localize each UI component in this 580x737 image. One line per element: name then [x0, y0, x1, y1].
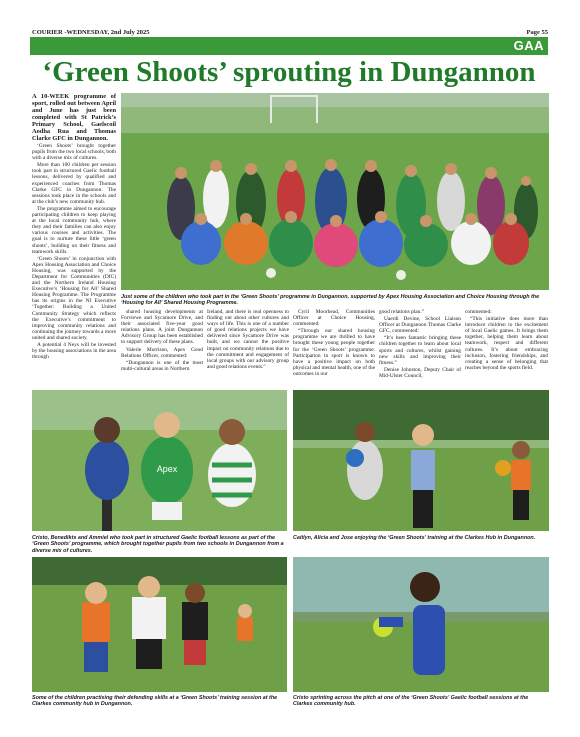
- paragraph: Cyril Moorhead, Communities Officer at Choice Housing, commented:: [293, 309, 375, 328]
- main-photo-caption: Just some of the children who took part in the ‘Green Shoots’ programme in Dungannon, supported by Apex Housing Association and Choice Housing through the ‘Housing for All’ Shared Housing Programme.: [121, 294, 540, 307]
- paragraph: commented:: [465, 309, 492, 315]
- section-bar: [30, 37, 548, 55]
- masthead-date: COURIER -WEDNESDAY, 2nd July 2025: [32, 29, 150, 36]
- masthead: [32, 27, 548, 36]
- paragraph: More than 100 children per session took part in structured Gaelic football lessons, delivered by qualified and experienced coaches from Thomas Clarke GFC in Dungannon. The sessions took place in the schools and at the club’s new community hub.: [32, 162, 116, 205]
- paragraph: “Through our shared housing programme we are thrilled to have brought these young people together for the ‘Green Shoots’ programme. Participation in sport is known to have a positive impact on both physical and mental health, one of the outcomes in our: [293, 328, 375, 377]
- paragraph: ‘Green Shoots’ brought together pupils from the two local schools, both with a diverse mix of cultures.: [32, 143, 116, 162]
- training-photo: [293, 390, 549, 531]
- photo5-caption: Cristo sprinting across the pitch at one of the ‘Green Shoots’ Gaelic football sessions at the Clarkes community hub.: [293, 695, 529, 708]
- group-photo: [121, 93, 549, 290]
- paragraph: Denise Johnston, Deputy Chair of Mid-Ulster Council,: [379, 366, 461, 379]
- defending-photo: [32, 557, 287, 692]
- paragraph: good relations plan.”: [379, 309, 425, 315]
- paragraph: A potential 4 Neys will be invested by the housing associations in the area through: [32, 342, 116, 361]
- section-label: GAA: [513, 38, 544, 53]
- article-column-1: [32, 93, 116, 378]
- article-column-2: [121, 309, 203, 379]
- photo2-caption: Cristo, Benedikts and Ammiel who took part in structured Gaelic football lessons as part of the ‘Green Shoots’ programme, which brought together pupils from two schools in Dungannon from a diverse mix of cultures.: [32, 535, 284, 554]
- paragraph: Ireland, and there is real openness to finding out about other cultures and ways of life. This is one of a number of good relations projects we have delivered since Sycamore Drive was built, and we cannot the positive impact on community relations due to the commitment and engagement of local groups with our advisory group and good relations events.”: [207, 309, 289, 370]
- three-boys-photo: [32, 390, 287, 531]
- page-number: Page 55: [526, 29, 548, 36]
- paragraph: “This initiative does more than introduce children to the excitement of local Gaelic games. It brings them together, helping them learn about teamwork, respect and different cultures. It’s about embracing inclusion, fostering friendships, and creating a sense of belonging that reaches beyond the sports field.: [465, 316, 548, 371]
- article-column-6: [465, 309, 548, 379]
- paragraph: Uaerdi Devine, School Liaison Officer at Dungannon Thomas Clarke GFC, commented:: [379, 316, 461, 335]
- jersey-logo: Apex: [156, 464, 178, 474]
- paragraph: “It’s been fantastic bringing these children together to learn about local sports and cultures, whilst gaining new skills and improving their fitness.”: [379, 335, 461, 366]
- sprinting-photo: [293, 557, 549, 692]
- article-column-5: [379, 309, 461, 379]
- paragraph: “Dungannon is one of the most multi-cultural areas in Northern: [121, 359, 203, 372]
- photo4-caption: Some of the children practising their defending skills at a ‘Green Shoots’ training session at the Clarkes community hub in Dungannon.: [32, 695, 278, 708]
- article-column-3: [207, 309, 289, 379]
- headline: ‘Green Shoots’ sprouting in Dungannon: [42, 56, 536, 88]
- paragraph: ‘Green Shoots’ in conjunction with Apex Housing Association and Choice Housing, was supported by the Department for Communities (DfC) and the Northern Ireland Housing Executive’s ‘Housing for All’ Shared Housing Programme. The Programme has its origins in the NI Executive ‘Together: Building a United Community Strategy which reflects the Executive’s commitment to improving community relations and continuing the journey towards a more united and shared society.: [32, 255, 116, 341]
- article-lead: A 10-WEEK programme of sport, rolled out between April and June has just been completed with St Patrick’s Primary School, Gaelscoil Aodha Rua and Thomas Clarke GFC in Dungannon.: [32, 93, 116, 142]
- paragraph: The programme aimed to encourage participating children to keep playing at the local community hub, where they and their families can also enjoy various courses and activities. The goal is to nurture these little ‘green shoots’, building on their fitness and teamwork skills.: [32, 205, 116, 255]
- paragraph: Valerie Morrison, Apex Good Relations Officer, commented:: [121, 346, 203, 359]
- article-column-4: [293, 309, 375, 379]
- photo3-caption: Caitlyn, Alicia and Jose enjoying the ‘Green Shoots’ training at the Clarkes Hub in Dungannon.: [293, 535, 536, 541]
- paragraph: shared housing developments at Forviewe and Sycamore Drive, and their associated five-year good relations plans. A joint Dungannon Advisory Group has been established to support delivery of these plans.: [121, 309, 203, 346]
